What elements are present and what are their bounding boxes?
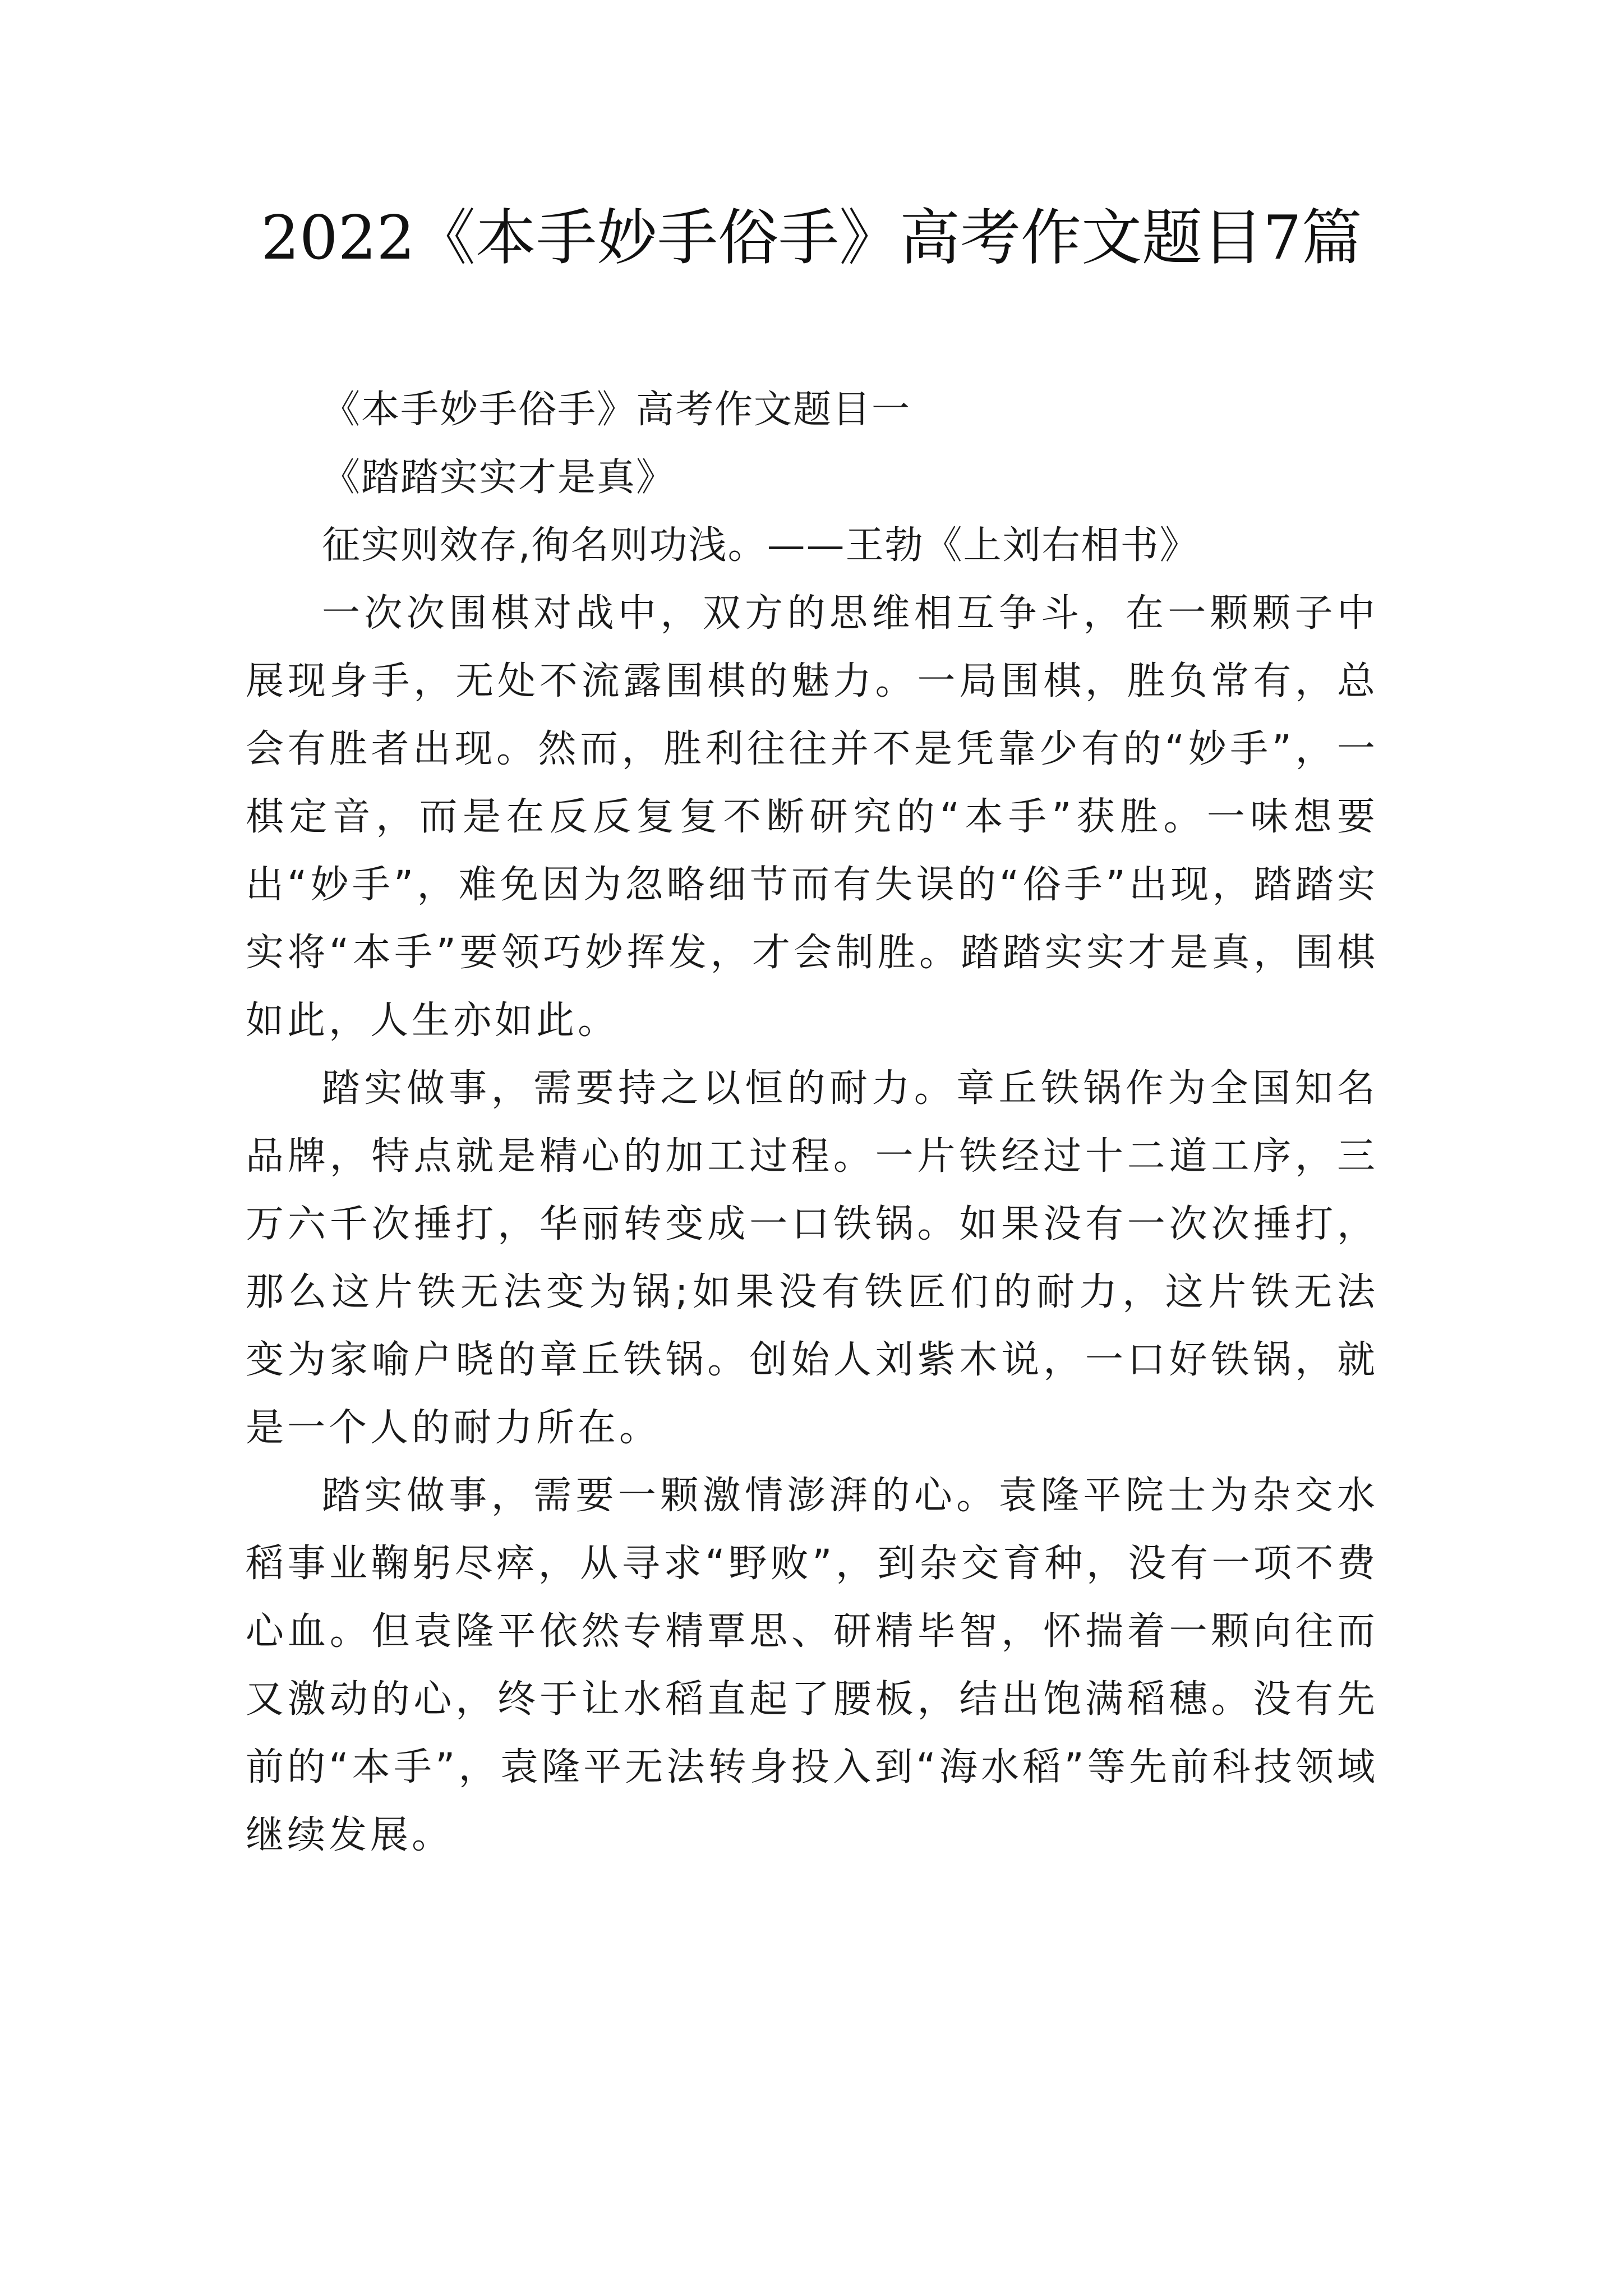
document-body	[246, 376, 1378, 1869]
section-heading: 《本手妙手俗手》高考作文题目一	[322, 388, 911, 432]
essay-title: 《踏踏实实才是真》	[322, 455, 676, 500]
document-title: 2022《本手妙手俗手》高考作文题目7篇	[261, 203, 1362, 273]
body-paragraph: 一次次围棋对战中，双方的思维相互争斗，在一颗颗子中展现身手，无处不流露围棋的魅力。一局围棋，胜负常有，总会有胜者出现。然而，胜利往往并不是凭靠少有的“妙手”，一棋定音，而是在反反复复不断研究的“本手”获胜。一味想要出“妙手”，难免因为忽略细节而有失误的“俗手”出现，踏踏实实将“本手”要领巧妙挥发，才会制胜。踏踏实实才是真，围棋如此，人生亦如此。	[246, 591, 1378, 1043]
epigraph: 征实则效存,徇名则功浅。——王勃《上刘右相书》	[322, 523, 1199, 568]
body-paragraph: 踏实做事，需要持之以恒的耐力。章丘铁锅作为全国知名品牌，特点就是精心的加工过程。一片铁经过十二道工序，三万六千次捶打，华丽转变成一口铁锅。如果没有一次次捶打，那么这片铁无法变为锅;如果没有铁匠们的耐力，这片铁无法变为家喻户晓的章丘铁锅。创始人刘紫木说，一口好铁锅，就是一个人的耐力所在。	[246, 1066, 1378, 1450]
body-paragraph: 踏实做事，需要一颗激情澎湃的心。袁隆平院士为杂交水稻事业鞠躬尽瘁，从寻求“野败”，到杂交育种，没有一项不费心血。但袁隆平依然专精覃思、研精毕智，怀揣着一颗向往而又激动的心，终于让水稻直起了腰板，结出饱满稻穗。没有先前的“本手”，袁隆平无法转身投入到“海水稻”等先前科技领域继续发展。	[246, 1474, 1378, 1857]
